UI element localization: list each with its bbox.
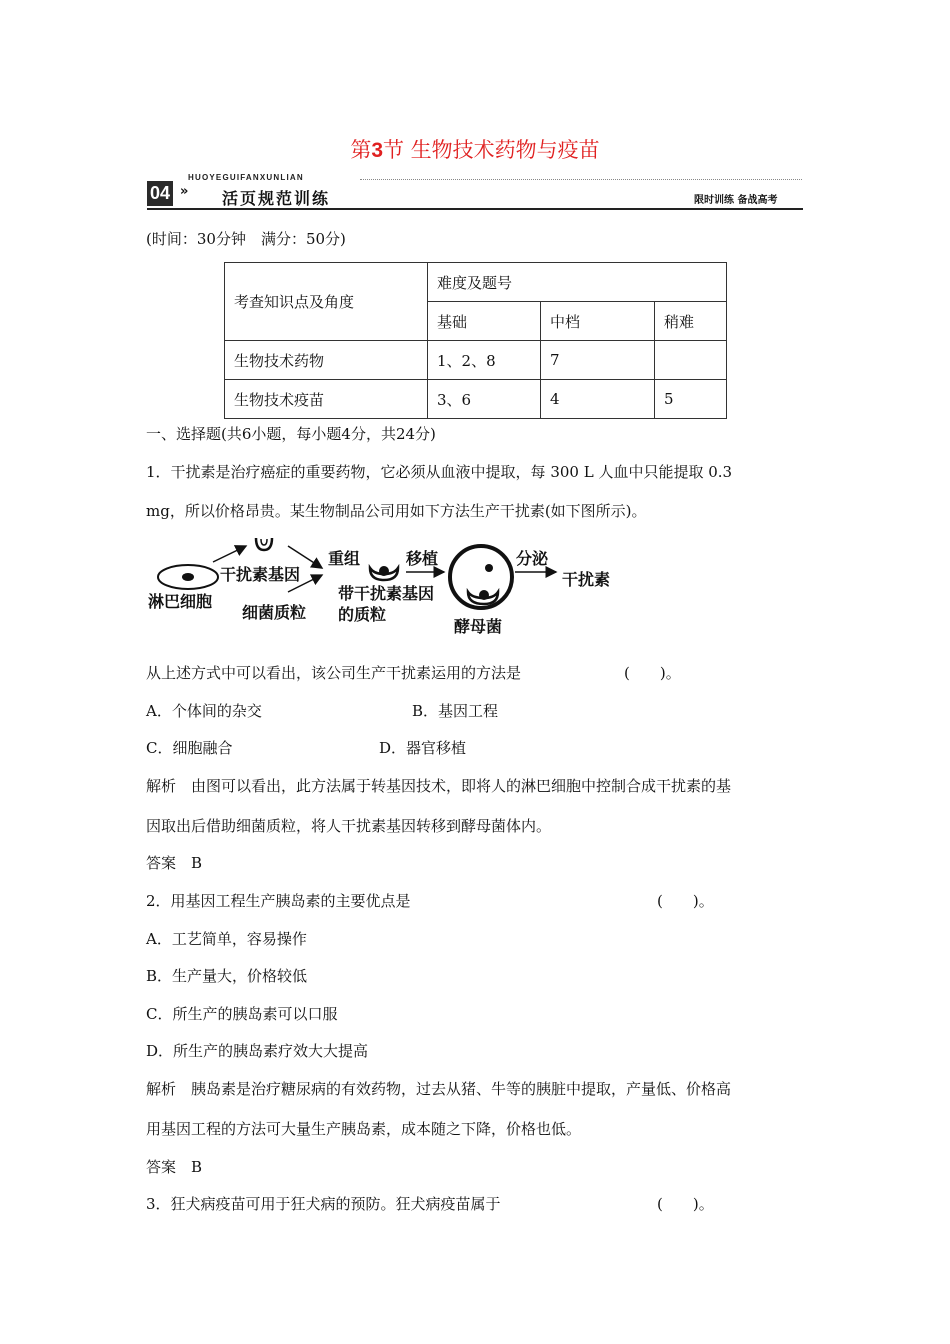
table-cell [655,341,727,380]
label-bacterial-plasmid: 细菌质粒 [242,603,307,622]
q2-question: 2．用基因工程生产胰岛素的主要优点是 [146,892,411,910]
label-lymphocyte: 淋巴细胞 [148,592,213,611]
q2-option-b[interactable]: B．生产量大，价格较低 [146,967,308,985]
column-header-basic: 基础 [428,302,541,341]
q1-answer-paren: ( )。 [624,664,681,682]
q2-option-d[interactable]: D．所生产的胰岛素疗效大大提高 [146,1042,369,1060]
table-row [225,341,727,380]
q1-option-d[interactable]: D．器官移植 [379,739,467,757]
label-ifn-gene: 干扰素基因 [220,565,301,584]
banner-underline [147,208,803,210]
dna-fragment-icon [256,538,272,550]
q1-stem-line1: 1．干扰素是治疗癌症的重要药物，它必须从血液中提取，每 300 L 人血中只能提取 0.3 [146,463,733,481]
q1-stem-line2: mg，所以价格昂贵。某生物制品公司用如下方法生产干扰素(如下图所示)。 [146,502,647,520]
q1-option-a[interactable]: A．个体间的杂交 [146,702,262,720]
row-label: 生物技术药物 [225,341,428,380]
label-interferon: 干扰素 [562,570,611,589]
table-group-header: 难度及题号 [428,263,727,302]
q1-answer: 答案 B [146,854,203,872]
label-secrete: 分泌 [516,549,549,568]
label-plasmid-with-gene-2: 的质粒 [338,605,387,624]
dna-fragment-inner [261,539,267,545]
table-row [225,380,727,419]
table-row [225,263,727,302]
banner-tagline: 限时训练 备战高考 [694,195,778,206]
q2-analysis-line1: 解析 胰岛素是治疗糖尿病的有效药物，过去从猪、牛等的胰脏中提取，产量低、价格高 [146,1080,732,1098]
section-heading: 一、选择题(共6小题，每小题4分，共24分) [146,425,436,443]
banner-number-badge: 04 [147,181,173,206]
chevron-right-icon: » [180,184,189,199]
q1-analysis-line1: 解析 由图可以看出，此方法属于转基因技术，即将人的淋巴细胞中控制合成干扰素的基 [146,777,732,795]
table-cell: 7 [541,341,655,380]
label-transplant: 移植 [406,549,439,568]
label-yeast: 酵母菌 [454,617,503,636]
q3-question: 3．狂犬病疫苗可用于狂犬病的预防。狂犬病疫苗属于 [146,1195,501,1213]
q1-question: 从上述方式中可以看出，该公司生产干扰素运用的方法是 [146,664,522,682]
label-recombine: 重组 [328,549,361,568]
banner-title: 活页规范训练 [222,189,331,208]
label-plasmid-with-gene-1: 带干扰素基因 [338,584,435,603]
q1-option-b[interactable]: B．基因工程 [412,702,499,720]
banner-pinyin: HUOYEGUIFANXUNLIAN [188,173,304,182]
plasmid-insert [379,566,389,576]
title-prefix: 第 [350,138,372,162]
title-text: 节 生物技术药物与疫苗 [383,138,600,162]
banner-dotted-rule [360,179,802,180]
title-number: 3 [371,139,383,162]
knowledge-table [224,262,727,419]
column-header-medium: 中档 [541,302,655,341]
q2-answer: 答案 B [146,1158,203,1176]
q2-option-c[interactable]: C．所生产的胰岛素可以口服 [146,1005,338,1023]
table-cell: 3、6 [428,380,541,419]
arrow-cell-to-fragment [213,546,246,562]
q2-analysis-line2: 用基因工程的方法可大量生产胰岛素，成本随之下降，价格也低。 [146,1120,582,1138]
q2-option-a[interactable]: A．工艺简单，容易操作 [146,930,307,948]
q2-answer-paren: ( )。 [657,892,714,910]
table-cell: 1、2、8 [428,341,541,380]
q1-analysis-line2: 因取出后借助细菌质粒，将人干扰素基因转移到酵母菌体内。 [146,817,552,835]
page-title [0,134,950,164]
column-header-hard: 稍难 [655,302,727,341]
q3-answer-paren: ( )。 [657,1195,714,1213]
table-cell: 5 [655,380,727,419]
yeast-nucleus [485,564,493,572]
interferon-production-diagram [148,530,628,640]
table-cell: 4 [541,380,655,419]
row-label: 生物技术疫苗 [225,380,428,419]
time-note: (时间：30分钟 满分：50分) [146,230,346,248]
table-corner-cell: 考查知识点及角度 [225,263,428,341]
q1-option-c[interactable]: C．细胞融合 [146,739,233,757]
nucleus-shape [182,573,194,581]
yeast-plasmid-insert [479,590,489,600]
